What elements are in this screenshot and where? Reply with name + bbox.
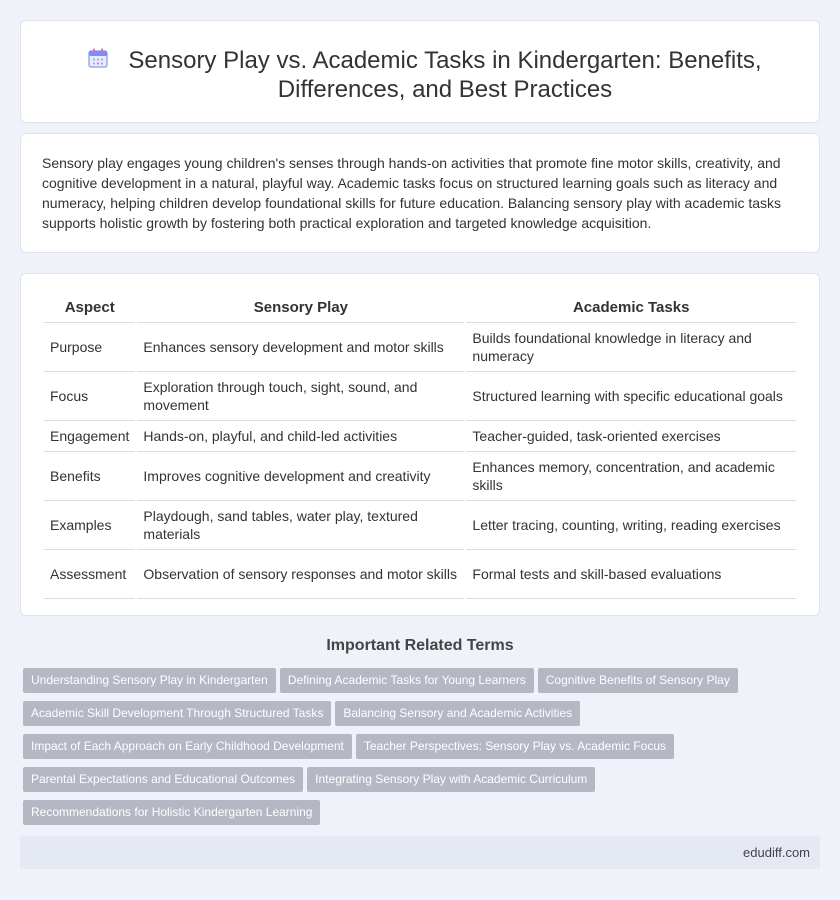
footer	[20, 836, 820, 869]
related-term-tag[interactable]: Teacher Perspectives: Sensory Play vs. Academic Focus	[356, 734, 674, 759]
column-header-aspect: Aspect	[44, 292, 135, 323]
table-row	[44, 323, 796, 372]
table-cell-academic: Structured learning with specific educational goals	[466, 372, 796, 421]
table-cell-aspect: Examples	[44, 501, 135, 550]
related-term-tag[interactable]: Understanding Sensory Play in Kindergarten	[23, 668, 276, 693]
table-row	[44, 452, 796, 501]
table-cell-aspect: Engagement	[44, 421, 135, 452]
intro-card	[20, 133, 820, 253]
related-term-tag[interactable]: Integrating Sensory Play with Academic Curriculum	[307, 767, 595, 792]
table-cell-sensory: Enhances sensory development and motor skills	[137, 323, 464, 372]
related-term-tag[interactable]: Academic Skill Development Through Structured Tasks	[23, 701, 331, 726]
table-cell-aspect: Benefits	[44, 452, 135, 501]
table-cell-sensory: Observation of sensory responses and motor skills	[137, 550, 464, 599]
table-cell-aspect: Focus	[44, 372, 135, 421]
table-row	[44, 421, 796, 452]
table-cell-aspect: Purpose	[44, 323, 135, 372]
related-terms-heading: Important Related Terms	[326, 637, 514, 654]
footer-site-link[interactable]: edudiff.com	[743, 845, 810, 860]
comparison-table	[42, 292, 798, 599]
table-cell-sensory: Hands-on, playful, and child-led activities	[137, 421, 464, 452]
table-cell-sensory: Exploration through touch, sight, sound, and movement	[137, 372, 464, 421]
table-cell-sensory: Playdough, sand tables, water play, textured materials	[137, 501, 464, 550]
table-cell-sensory: Improves cognitive development and creativity	[137, 452, 464, 501]
table-cell-academic: Letter tracing, counting, writing, reading exercises	[466, 501, 796, 550]
table-cell-aspect: Assessment	[44, 550, 135, 599]
intro-paragraph: Sensory play engages young children's senses through hands-on activities that promote fine motor skills, creativity, and cognitive development in a natural, playful way. Academic tasks focus on structured learning goals such as literacy and numeracy, helping children develop foundational skills for future education. Balancing sensory play with academic tasks supports holistic growth by fostering both practical exploration and targeted knowledge acquisition.	[42, 155, 782, 231]
related-term-tag[interactable]: Impact of Each Approach on Early Childhood Development	[23, 734, 352, 759]
table-cell-academic: Teacher-guided, task-oriented exercises	[466, 421, 796, 452]
related-term-tag[interactable]: Cognitive Benefits of Sensory Play	[538, 668, 738, 693]
column-header-sensory-play: Sensory Play	[137, 292, 464, 323]
comparison-table-card	[20, 273, 820, 616]
table-row	[44, 372, 796, 421]
title-card	[20, 20, 820, 123]
related-terms-list	[22, 668, 802, 833]
table-row	[44, 501, 796, 550]
table-cell-academic: Enhances memory, concentration, and academic skills	[466, 452, 796, 501]
page-title: Sensory Play vs. Academic Tasks in Kindergarten: Benefits, Differences, and Best Practices	[128, 47, 762, 103]
table-cell-academic: Builds foundational knowledge in literacy and numeracy	[466, 323, 796, 372]
related-term-tag[interactable]: Balancing Sensory and Academic Activities	[335, 701, 580, 726]
table-header-row	[44, 292, 796, 323]
related-term-tag[interactable]: Parental Expectations and Educational Outcomes	[23, 767, 303, 792]
table-row	[44, 550, 796, 599]
related-term-tag[interactable]: Recommendations for Holistic Kindergarten Learning	[23, 800, 320, 825]
table-cell-academic: Formal tests and skill-based evaluations	[466, 550, 796, 599]
related-term-tag[interactable]: Defining Academic Tasks for Young Learners	[280, 668, 534, 693]
column-header-academic-tasks: Academic Tasks	[466, 292, 796, 323]
